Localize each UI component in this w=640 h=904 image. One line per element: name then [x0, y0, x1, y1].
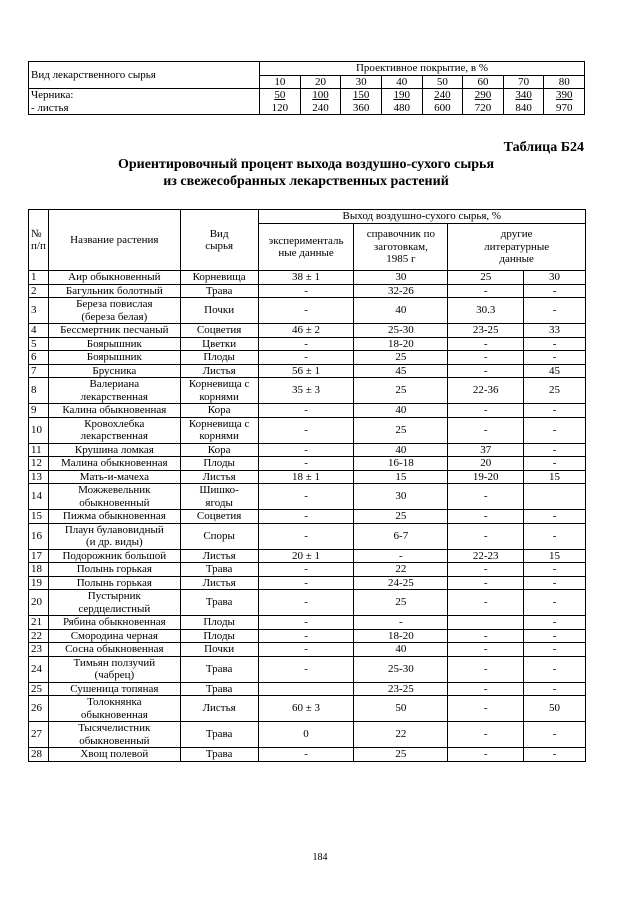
- plant-name: Бессмертник песчаный: [48, 324, 180, 338]
- plant-name: Береза повислая (береза белая): [48, 298, 180, 324]
- row-number: 27: [29, 722, 49, 748]
- experimental-value: -: [258, 643, 354, 657]
- experimental-value: -: [258, 284, 354, 298]
- blueberry-row-1: [29, 89, 585, 102]
- experimental-value: 35 ± 3: [258, 378, 354, 404]
- material-type: Листья: [180, 364, 258, 378]
- material-type: Трава: [180, 722, 258, 748]
- literature-value-2: -: [524, 722, 586, 748]
- material-type: Корневища: [180, 271, 258, 285]
- literature-value-2: -: [524, 351, 586, 365]
- experimental-value: -: [258, 298, 354, 324]
- literature-value-1: 19-20: [448, 470, 524, 484]
- literature-value-2: 45: [524, 364, 586, 378]
- reference-value: 16-18: [354, 457, 448, 471]
- literature-value-1: -: [448, 722, 524, 748]
- yield-value: 120: [260, 102, 301, 115]
- literature-value-1: -: [448, 523, 524, 549]
- experimental-value: -: [258, 616, 354, 630]
- literature-value-1: -: [448, 417, 524, 443]
- header-row: [29, 210, 586, 224]
- experimental-value: 38 ± 1: [258, 271, 354, 285]
- experimental-value: 18 ± 1: [258, 470, 354, 484]
- material-type: Листья: [180, 549, 258, 563]
- literature-value-2: [524, 484, 586, 510]
- material-type: Трава: [180, 748, 258, 762]
- literature-value-1: -: [448, 748, 524, 762]
- table-row: [29, 549, 586, 563]
- table-caption: [0, 140, 584, 190]
- row-number: 15: [29, 510, 49, 524]
- literature-value-1: 22-36: [448, 378, 524, 404]
- material-type: Плоды: [180, 629, 258, 643]
- material-type-header: Вид сырья: [180, 210, 258, 271]
- coverage-value: 60: [463, 75, 504, 89]
- coverage-value: 40: [381, 75, 422, 89]
- table-row: [29, 510, 586, 524]
- material-type: Соцветия: [180, 324, 258, 338]
- table-row: [29, 576, 586, 590]
- experimental-value: 0: [258, 722, 354, 748]
- literature-value-1: 23-25: [448, 324, 524, 338]
- row-number: 12: [29, 457, 49, 471]
- row-number: 7: [29, 364, 49, 378]
- reference-value: 22: [354, 722, 448, 748]
- literature-header: другие литературные данные: [448, 224, 586, 271]
- yield-value: 600: [422, 102, 463, 115]
- literature-value-2: 15: [524, 549, 586, 563]
- reference-value: 18-20: [354, 629, 448, 643]
- reference-value: 22: [354, 563, 448, 577]
- yield-value: 290: [463, 89, 504, 102]
- literature-value-2: 50: [524, 696, 586, 722]
- plant-name: Смородина черная: [48, 629, 180, 643]
- plant-name: Багульник болотный: [48, 284, 180, 298]
- table-row: [29, 563, 586, 577]
- literature-value-2: -: [524, 748, 586, 762]
- material-type: Почки: [180, 643, 258, 657]
- literature-value-2: -: [524, 523, 586, 549]
- plant-name: Можжевельник обыкновенный: [48, 484, 180, 510]
- material-type: Трава: [180, 563, 258, 577]
- literature-value-1: -: [448, 337, 524, 351]
- row-number: 22: [29, 629, 49, 643]
- row-number: 13: [29, 470, 49, 484]
- coverage-value: 10: [260, 75, 301, 89]
- plant-name: Пижма обыкновенная: [48, 510, 180, 524]
- experimental-value: -: [258, 457, 354, 471]
- table-row: [29, 457, 586, 471]
- yield-value: 970: [544, 102, 585, 115]
- literature-value-1: 37: [448, 443, 524, 457]
- reference-value: 18-20: [354, 337, 448, 351]
- reference-value: 32-26: [354, 284, 448, 298]
- material-type: Трава: [180, 656, 258, 682]
- literature-value-1: 22-23: [448, 549, 524, 563]
- literature-value-2: -: [524, 404, 586, 418]
- plant-name: Калина обыкновенная: [48, 404, 180, 418]
- literature-value-2: -: [524, 590, 586, 616]
- reference-value: 40: [354, 404, 448, 418]
- material-type: Шишко- ягоды: [180, 484, 258, 510]
- experimental-value: -: [258, 417, 354, 443]
- material-type: Листья: [180, 576, 258, 590]
- row-number: 9: [29, 404, 49, 418]
- plant-name: Кровохлебка лекарственная: [48, 417, 180, 443]
- table-row: [29, 404, 586, 418]
- row-number: 20: [29, 590, 49, 616]
- experimental-value: -: [258, 523, 354, 549]
- material-type: Листья: [180, 696, 258, 722]
- number-header: № п/п: [29, 210, 49, 271]
- row-number: 21: [29, 616, 49, 630]
- literature-value-1: -: [448, 284, 524, 298]
- experimental-value: [258, 682, 354, 696]
- reference-value: 24-25: [354, 576, 448, 590]
- reference-value: 25: [354, 417, 448, 443]
- row-number: 1: [29, 271, 49, 285]
- table-row: [29, 470, 586, 484]
- literature-value-1: -: [448, 351, 524, 365]
- row-number: 18: [29, 563, 49, 577]
- yield-value: 720: [463, 102, 504, 115]
- plant-name: Сосна обыкновенная: [48, 643, 180, 657]
- yield-value: 50: [260, 89, 301, 102]
- row-number: 10: [29, 417, 49, 443]
- row-number: 8: [29, 378, 49, 404]
- reference-value: 25: [354, 748, 448, 762]
- literature-value-1: -: [448, 484, 524, 510]
- table-row: [29, 696, 586, 722]
- literature-value-1: -: [448, 696, 524, 722]
- experimental-value: -: [258, 404, 354, 418]
- reference-value: 23-25: [354, 682, 448, 696]
- yield-value: 840: [503, 102, 544, 115]
- reference-value: 40: [354, 443, 448, 457]
- plant-name-header: Название растения: [48, 210, 180, 271]
- literature-value-2: 25: [524, 378, 586, 404]
- experimental-value: -: [258, 590, 354, 616]
- table-row: [29, 298, 586, 324]
- table-row: [29, 722, 586, 748]
- row-number: 4: [29, 324, 49, 338]
- plant-name: Плаун булавовидный (и др. виды): [48, 523, 180, 549]
- material-type: Плоды: [180, 351, 258, 365]
- experimental-value: 56 ± 1: [258, 364, 354, 378]
- reference-value: 40: [354, 643, 448, 657]
- material-type: Почки: [180, 298, 258, 324]
- experimental-value: 60 ± 3: [258, 696, 354, 722]
- raw-material-header: Вид лекарственного сырья: [29, 62, 260, 89]
- experimental-value: -: [258, 563, 354, 577]
- reference-value: 25: [354, 590, 448, 616]
- row-number: 23: [29, 643, 49, 657]
- reference-value: 25-30: [354, 656, 448, 682]
- yield-table: [28, 209, 586, 762]
- coverage-value: 30: [341, 75, 382, 89]
- table-row: [29, 629, 586, 643]
- literature-value-1: -: [448, 656, 524, 682]
- experimental-value: -: [258, 484, 354, 510]
- plant-name: Боярышник: [48, 351, 180, 365]
- table-row: [29, 643, 586, 657]
- plant-name: Тысячелистник обыкновенный: [48, 722, 180, 748]
- table-row: [29, 616, 586, 630]
- row-number: 5: [29, 337, 49, 351]
- literature-value-2: -: [524, 643, 586, 657]
- material-type: Листья: [180, 470, 258, 484]
- experimental-value: -: [258, 629, 354, 643]
- plant-name: Малина обыкновенная: [48, 457, 180, 471]
- literature-value-2: -: [524, 656, 586, 682]
- plant-name: Пустырник сердцелистный: [48, 590, 180, 616]
- plant-name: Аир обыкновенный: [48, 271, 180, 285]
- yield-value: 240: [300, 102, 341, 115]
- plant-name: Брусника: [48, 364, 180, 378]
- literature-value-2: 33: [524, 324, 586, 338]
- literature-value-2: -: [524, 443, 586, 457]
- row-number: 24: [29, 656, 49, 682]
- coverage-value: 80: [544, 75, 585, 89]
- row-number: 11: [29, 443, 49, 457]
- literature-value-1: 30.3: [448, 298, 524, 324]
- yield-group-header: Выход воздушно-сухого сырья, %: [258, 210, 585, 224]
- table-row: [29, 351, 586, 365]
- row-number: 14: [29, 484, 49, 510]
- reference-value: 6-7: [354, 523, 448, 549]
- literature-value-2: -: [524, 682, 586, 696]
- experimental-value: -: [258, 748, 354, 762]
- literature-value-1: -: [448, 364, 524, 378]
- reference-value: 25-30: [354, 324, 448, 338]
- literature-value-1: -: [448, 563, 524, 577]
- literature-value-2: -: [524, 629, 586, 643]
- experimental-value: -: [258, 351, 354, 365]
- yield-value: 150: [341, 89, 382, 102]
- row-number: 6: [29, 351, 49, 365]
- table-row: [29, 417, 586, 443]
- experimental-value: -: [258, 443, 354, 457]
- row-number: 28: [29, 748, 49, 762]
- table-row: [29, 443, 586, 457]
- yield-value: 480: [381, 102, 422, 115]
- page-number: 184: [312, 852, 328, 863]
- reference-header: справочник по заготовкам, 1985 г: [354, 224, 448, 271]
- coverage-group-header: Проективное покрытие, в %: [260, 62, 585, 76]
- material-type: Споры: [180, 523, 258, 549]
- material-type: Трава: [180, 682, 258, 696]
- table-row: [29, 378, 586, 404]
- literature-value-1: 25: [448, 271, 524, 285]
- material-type: Трава: [180, 590, 258, 616]
- material-type: Корневища с корнями: [180, 417, 258, 443]
- plant-name: Тимьян ползучий (чабрец): [48, 656, 180, 682]
- literature-value-2: 30: [524, 271, 586, 285]
- table-number: Таблица Б24: [503, 140, 584, 155]
- coverage-table: [28, 61, 585, 115]
- table-row: [29, 324, 586, 338]
- plant-name: Хвощ полевой: [48, 748, 180, 762]
- literature-value-2: -: [524, 337, 586, 351]
- material-type: Корневища с корнями: [180, 378, 258, 404]
- table-row: [29, 682, 586, 696]
- reference-value: -: [354, 549, 448, 563]
- table-row: [29, 284, 586, 298]
- experimental-header: эксперименталь ные данные: [258, 224, 354, 271]
- reference-value: 25: [354, 378, 448, 404]
- experimental-value: -: [258, 656, 354, 682]
- plant-name: Боярышник: [48, 337, 180, 351]
- literature-value-1: -: [448, 629, 524, 643]
- yield-value: 190: [381, 89, 422, 102]
- plant-name: Полынь горькая: [48, 563, 180, 577]
- table-row: [29, 484, 586, 510]
- material-type: Кора: [180, 443, 258, 457]
- literature-value-1: -: [448, 682, 524, 696]
- table-title: Ориентировочный процент выхода воздушно-сухого сырья из свежесобранных лекарственных растений: [117, 157, 495, 189]
- literature-value-2: 15: [524, 470, 586, 484]
- literature-value-1: -: [448, 643, 524, 657]
- experimental-value: 20 ± 1: [258, 549, 354, 563]
- literature-value-1: 20: [448, 457, 524, 471]
- table-body: [29, 271, 586, 762]
- experimental-value: -: [258, 337, 354, 351]
- yield-value: 240: [422, 89, 463, 102]
- table-row: [29, 364, 586, 378]
- plant-name: Валериана лекарственная: [48, 378, 180, 404]
- table-row: [29, 523, 586, 549]
- plant-part: - листья: [29, 102, 260, 115]
- literature-value-1: [448, 616, 524, 630]
- plant-name: Толокнянка обыкновенная: [48, 696, 180, 722]
- table-row: [29, 748, 586, 762]
- table-row: [29, 271, 586, 285]
- plant-name: Подорожник большой: [48, 549, 180, 563]
- row-number: 26: [29, 696, 49, 722]
- literature-value-1: -: [448, 576, 524, 590]
- material-type: Плоды: [180, 616, 258, 630]
- experimental-value: -: [258, 576, 354, 590]
- yield-value: 390: [544, 89, 585, 102]
- coverage-value: 70: [503, 75, 544, 89]
- reference-value: 25: [354, 351, 448, 365]
- literature-value-1: -: [448, 510, 524, 524]
- reference-value: -: [354, 616, 448, 630]
- material-type: Плоды: [180, 457, 258, 471]
- coverage-header-row: [29, 62, 585, 76]
- reference-value: 30: [354, 271, 448, 285]
- table-row: [29, 590, 586, 616]
- literature-value-1: -: [448, 404, 524, 418]
- reference-value: 45: [354, 364, 448, 378]
- material-type: Цветки: [180, 337, 258, 351]
- plant-name: Полынь горькая: [48, 576, 180, 590]
- literature-value-2: -: [524, 576, 586, 590]
- experimental-value: 46 ± 2: [258, 324, 354, 338]
- row-number: 2: [29, 284, 49, 298]
- literature-value-2: -: [524, 457, 586, 471]
- plant-name: Мать-и-мачеха: [48, 470, 180, 484]
- table-row: [29, 337, 586, 351]
- literature-value-2: -: [524, 616, 586, 630]
- row-number: 16: [29, 523, 49, 549]
- plant-name: Сушеница топяная: [48, 682, 180, 696]
- literature-value-1: -: [448, 590, 524, 616]
- blueberry-row-2: [29, 102, 585, 115]
- reference-value: 15: [354, 470, 448, 484]
- coverage-value: 20: [300, 75, 341, 89]
- plant-name: Крушина ломкая: [48, 443, 180, 457]
- material-type: Кора: [180, 404, 258, 418]
- row-number: 17: [29, 549, 49, 563]
- literature-value-2: -: [524, 563, 586, 577]
- coverage-value: 50: [422, 75, 463, 89]
- material-type: Трава: [180, 284, 258, 298]
- literature-value-2: -: [524, 417, 586, 443]
- yield-value: 360: [341, 102, 382, 115]
- plant-name: Черника:: [29, 89, 260, 102]
- reference-value: 25: [354, 510, 448, 524]
- literature-value-2: -: [524, 510, 586, 524]
- yield-value: 340: [503, 89, 544, 102]
- table-row: [29, 656, 586, 682]
- material-type: Соцветия: [180, 510, 258, 524]
- row-number: 19: [29, 576, 49, 590]
- plant-name: Рябина обыкновенная: [48, 616, 180, 630]
- literature-value-2: -: [524, 298, 586, 324]
- reference-value: 30: [354, 484, 448, 510]
- reference-value: 50: [354, 696, 448, 722]
- row-number: 3: [29, 298, 49, 324]
- experimental-value: -: [258, 510, 354, 524]
- reference-value: 40: [354, 298, 448, 324]
- literature-value-2: -: [524, 284, 586, 298]
- row-number: 25: [29, 682, 49, 696]
- yield-value: 100: [300, 89, 341, 102]
